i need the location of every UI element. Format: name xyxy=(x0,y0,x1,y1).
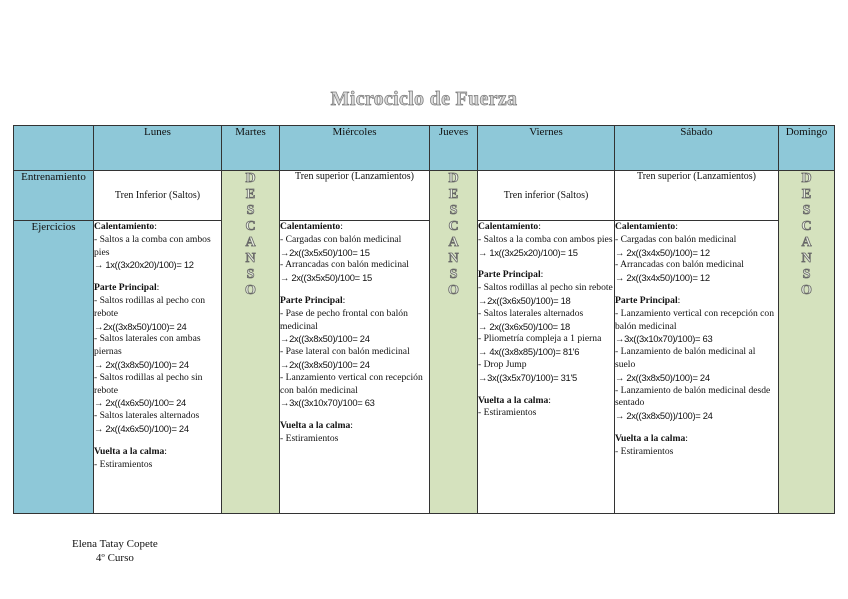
author-course: 4º Curso xyxy=(95,552,134,564)
exercise-line: - Saltos a la comba con ambos pies xyxy=(94,233,211,258)
exercise-line: → 2x((3x5x50)/100= 15 xyxy=(280,272,372,284)
header-miercoles: Miércoles xyxy=(280,126,430,171)
exercise-block-title: Calentamiento xyxy=(478,221,539,232)
exercise-line: → 2x((3x4x50)/100)= 12 xyxy=(615,246,710,258)
exercise-line: - Pliometría compleja a 1 pierna xyxy=(478,333,602,345)
exercise-block-title: Calentamiento xyxy=(280,221,341,232)
exercise-block: Calentamiento: - Saltos a la comba con ambos pies → 1x((3x25x20)/100)= 15 xyxy=(478,221,613,258)
exercise-line: - Cargadas con balón medicinal xyxy=(615,233,737,245)
exercise-line: - Pase de pecho frontal con balón medicinal xyxy=(280,307,408,332)
exercise-line: → 2x((3x4x50)/100)= 12 xyxy=(615,272,710,284)
training-viernes: Tren inferior (Saltos) xyxy=(478,171,615,221)
exercise-block-title: Vuelta a la calma xyxy=(280,420,351,432)
exercise-block-title: Vuelta a la calma xyxy=(615,432,686,444)
exercise-line: - Pase lateral con balón medicinal xyxy=(280,346,410,358)
training-row xyxy=(14,171,835,221)
training-lunes: Tren Inferior (Saltos) xyxy=(94,171,222,221)
exercise-block-title: Calentamiento xyxy=(94,221,155,232)
exercise-block: Calentamiento: - Saltos a la comba con ambos pies → 1x((3x20x20)/100)= 12 xyxy=(94,221,221,272)
exercise-block: Vuelta a la calma: - Estiramientos xyxy=(280,420,429,446)
exercise-line: →3x((3x10x70)/100)= 63 xyxy=(615,333,713,345)
exercise-line: - Saltos rodillas al pecho con rebote xyxy=(94,294,206,319)
exercises-miercoles xyxy=(280,221,430,514)
rest-label: DESCANSO xyxy=(801,171,812,298)
exercise-line: - Estiramientos xyxy=(280,432,339,444)
exercise-block: Calentamiento: - Cargadas con balón medicinal →2x((3x5x50)/100= 15 - Arrancadas con balón medicinal → 2x((3x5x50)/100= 15 xyxy=(280,221,429,285)
header-sabado: Sábado xyxy=(615,126,779,171)
author-name: Elena Tatay Copete xyxy=(72,538,158,550)
exercise-line: - Arrancadas con balón medicinal xyxy=(615,259,744,271)
row-label-exercises: Ejercicios xyxy=(14,221,94,514)
training-sabado: Tren superior (Lanzamientos) xyxy=(615,171,779,221)
exercise-block: Vuelta a la calma: - Estiramientos xyxy=(94,446,221,472)
exercise-line: → 1x((3x20x20)/100)= 12 xyxy=(94,259,194,271)
exercise-line: - Saltos rodillas al pecho sin rebote xyxy=(478,282,613,294)
exercise-block: Parte Principal: - Lanzamiento vertical con recepción con balón medicinal →3x((3x10x70)/100)= 63 - Lanzamiento de balón medicinal al suelo → 2x((3x8x50)/100)= 24 - Lanzamiento de balón medicinal desde sentado → 2x((3x8x50))/100)= 24 xyxy=(615,295,778,423)
header-viernes: Viernes xyxy=(478,126,615,171)
exercise-line: - Saltos rodillas al pecho sin rebote xyxy=(94,371,203,396)
exercise-line: →2x((3x8x50)/100= 24 xyxy=(280,358,370,370)
exercise-line: - Cargadas con balón medicinal xyxy=(280,233,402,245)
rest-jueves xyxy=(430,171,478,514)
exercise-block-title: Vuelta a la calma xyxy=(478,394,549,406)
exercise-line: → 2x((4x6x50)/100= 24 xyxy=(94,397,186,409)
header-domingo: Domingo xyxy=(779,126,835,171)
exercise-block-title: Parte Principal xyxy=(615,294,678,306)
exercise-line: →3x((3x10x70)/100= 63 xyxy=(280,397,375,409)
exercise-line: - Estiramientos xyxy=(478,407,537,419)
header-jueves: Jueves xyxy=(430,126,478,171)
exercise-line: - Lanzamiento de balón medicinal al suelo xyxy=(615,346,756,370)
exercise-line: → 2x((4x6x50)/100)= 24 xyxy=(94,422,189,434)
rest-label: DESCANSO xyxy=(448,171,459,298)
exercise-line: - Lanzamiento de balón medicinal desde sentado xyxy=(615,384,771,409)
exercise-block-title: Vuelta a la calma xyxy=(94,445,165,457)
exercise-line: → 2x((3x6x50)/100= 18 xyxy=(478,320,570,332)
exercise-line: →3x((3x5x70)/100)= 31'5 xyxy=(478,371,577,383)
exercise-line: - Saltos laterales alternados xyxy=(478,307,584,319)
exercise-line: → 1x((3x25x20)/100)= 15 xyxy=(478,246,578,258)
exercise-block-title: Parte Principal xyxy=(94,282,157,294)
document-title: Microciclo de Fuerza xyxy=(330,88,518,110)
exercise-line: → 2x((3x8x50))/100)= 24 xyxy=(615,410,713,422)
exercise-line: → 2x((3x8x50)/100)= 24 xyxy=(615,371,710,383)
exercise-block: Vuelta a la calma: - Estiramientos xyxy=(478,395,614,421)
exercise-block-title: Parte Principal xyxy=(280,294,343,306)
exercise-block-title: Calentamiento xyxy=(615,221,676,232)
training-miercoles: Tren superior (Lanzamientos) xyxy=(280,171,430,221)
exercise-block-title: Parte Principal xyxy=(478,269,541,281)
header-martes: Martes xyxy=(222,126,280,171)
exercise-line: - Estiramientos xyxy=(615,445,674,457)
exercises-lunes xyxy=(94,221,222,514)
exercise-line: →2x((3x8x50)/100= 24 xyxy=(280,333,370,345)
exercise-block: Parte Principal: - Pase de pecho frontal con balón medicinal →2x((3x8x50)/100= 24 - Pase lateral con balón medicinal →2x((3x8x50)/100= 24 - Lanzamiento vertical con recepción con balón medicinal →3x((3x10x70)/100= 63 xyxy=(280,295,429,410)
exercise-block: Calentamiento: - Cargadas con balón medicinal → 2x((3x4x50)/100)= 12 - Arrancadas con balón medicinal → 2x((3x4x50)/100)= 12 xyxy=(615,221,778,285)
header-lunes: Lunes xyxy=(94,126,222,171)
exercises-viernes xyxy=(478,221,615,514)
exercise-block: Parte Principal: - Saltos rodillas al pecho con rebote →2x((3x8x50)/100)= 24 - Saltos laterales con ambas piernas → 2x((3x8x50)/100)= 24 - Saltos rodillas al pecho sin rebote → 2x((4x6x50)/100= 24 - Saltos laterales alternados → 2x((4x6x50)/100)= 24 xyxy=(94,282,221,436)
row-label-training: Entrenamiento xyxy=(14,171,94,221)
rest-martes xyxy=(222,171,280,514)
header-row xyxy=(14,126,835,171)
exercise-line: - Saltos laterales alternados xyxy=(94,410,200,422)
exercise-line: - Lanzamiento vertical con recepción con balón medicinal xyxy=(615,307,775,332)
author-block xyxy=(72,537,158,565)
rest-domingo xyxy=(779,171,835,514)
exercise-line: - Drop Jump xyxy=(478,358,527,370)
exercise-block: Parte Principal: - Saltos rodillas al pecho sin rebote →2x((3x6x50)/100)= 18 - Saltos laterales alternados → 2x((3x6x50)/100= 18 - Pliometría compleja a 1 pierna → 4x((3x8x85)/100)= 81'6 - Drop Jump →3x((3x5x70)/100)= 31'5 xyxy=(478,269,613,383)
header-corner xyxy=(14,126,94,171)
exercise-line: - Estiramientos xyxy=(94,458,153,470)
exercise-line: - Saltos a la comba con ambos pies xyxy=(478,233,613,245)
exercise-line: → 2x((3x8x50)/100)= 24 xyxy=(94,358,189,370)
exercises-row xyxy=(14,221,835,514)
exercise-line: → 4x((3x8x85)/100)= 81'6 xyxy=(478,346,580,358)
exercise-line: - Lanzamiento vertical con recepción con balón medicinal xyxy=(280,371,423,396)
exercise-line: →2x((3x8x50)/100)= 24 xyxy=(94,320,187,332)
exercise-line: →2x((3x6x50)/100)= 18 xyxy=(478,294,571,306)
exercise-line: →2x((3x5x50)/100= 15 xyxy=(280,246,370,258)
microcycle-table xyxy=(13,125,835,514)
exercise-line: - Saltos laterales con ambas piernas xyxy=(94,333,201,358)
exercise-line: - Arrancadas con balón medicinal xyxy=(280,259,409,271)
exercises-sabado xyxy=(615,221,779,514)
exercise-block: Vuelta a la calma: - Estiramientos xyxy=(615,433,778,459)
rest-label: DESCANSO xyxy=(245,171,256,298)
